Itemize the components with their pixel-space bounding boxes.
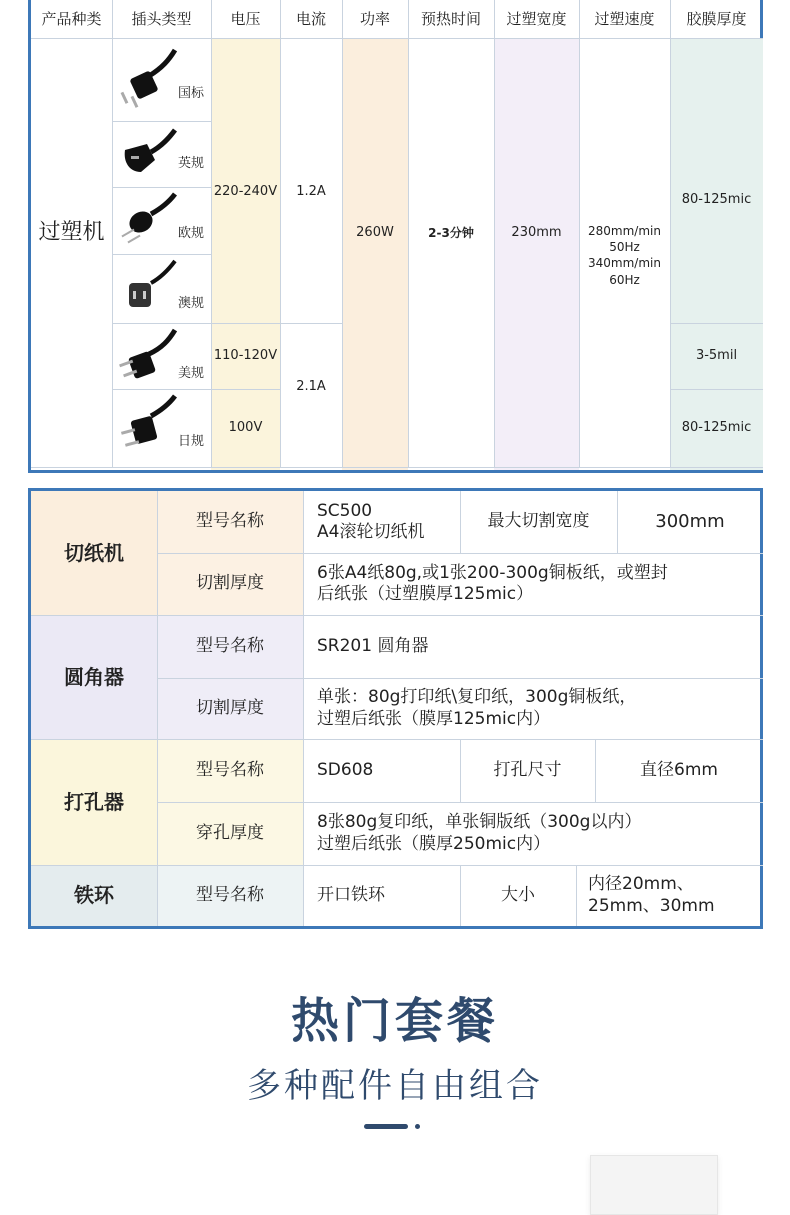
ring-model-value: 开口铁环	[317, 884, 385, 905]
puncher-thickness-value	[303, 802, 763, 865]
uk-plug-icon	[117, 126, 177, 184]
plug-label-uk: 英规	[178, 156, 205, 171]
power-value: 260W	[356, 224, 394, 240]
cutter-model-value	[303, 491, 460, 553]
plug-label-jp: 日规	[178, 434, 205, 449]
ring-model-label: 型号名称	[196, 884, 264, 905]
speed-line-1: 280mm/min	[588, 224, 661, 238]
product-card[interactable]	[590, 1155, 718, 1215]
header-product-type: 产品种类	[41, 9, 102, 28]
voltage-220: 220-240V	[213, 184, 278, 199]
current-1-2a: 1.2A	[296, 184, 326, 199]
cutter-thickness-line-2: 后纸张（过塑膜厚125mic）	[317, 584, 534, 604]
puncher-thickness-label: 穿孔厚度	[196, 822, 264, 843]
puncher-model-label: 型号名称	[196, 759, 264, 780]
header-width: 过塑宽度	[506, 9, 567, 28]
header-preheat: 预热时间	[420, 9, 481, 28]
puncher-category: 打孔器	[64, 789, 124, 814]
ring-size-line-2: 25mm、30mm	[588, 895, 715, 916]
header-speed: 过塑速度	[594, 9, 655, 28]
rounder-model-value: SR201 圆角器	[317, 635, 429, 656]
cutter-max-width-value: 300mm	[655, 510, 725, 532]
voltage-100: 100V	[228, 419, 263, 435]
rounder-category: 圆角器	[64, 664, 124, 689]
cutter-category: 切纸机	[64, 540, 124, 565]
au-plug-icon	[117, 259, 177, 319]
puncher-size-value: 直径6mm	[640, 759, 718, 780]
cn-plug-icon	[117, 48, 177, 112]
us-plug-icon	[117, 328, 177, 386]
title-underline-dot	[415, 1124, 420, 1129]
film-value-3: 80-125mic	[681, 419, 752, 435]
puncher-thickness-line-1: 8张80g复印纸，单张铜版纸（300g以内）	[317, 812, 642, 833]
puncher-model-value: SD608	[317, 759, 374, 780]
cutter-model-label: 型号名称	[196, 511, 264, 532]
preheat-value: 2-3分钟	[428, 225, 474, 240]
speed-line-4: 60Hz	[609, 272, 640, 287]
speed-line-3: 340mm/min	[588, 256, 661, 271]
header-voltage: 电压	[230, 9, 261, 28]
ring-size-line-1: 内径20mm、	[588, 874, 694, 895]
header-power: 功率	[359, 9, 390, 28]
current-2-1a: 2.1A	[296, 379, 326, 394]
cutter-max-width-label: 最大切割宽度	[487, 511, 590, 532]
section-subtitle: 多种配件自由组合	[247, 1066, 543, 1106]
section-title: 热门套餐	[290, 993, 499, 1049]
film-value-1: 80-125mic	[681, 192, 752, 207]
header-plug-type: 插头类型	[131, 9, 192, 28]
rounder-thickness-line-2: 过塑后纸张（膜厚125mic内）	[317, 708, 551, 729]
plug-label-au: 澳规	[178, 296, 205, 311]
plug-label-cn: 国标	[178, 86, 205, 101]
title-underline	[364, 1124, 408, 1129]
film-value-2: 3-5mil	[695, 347, 738, 363]
ring-size-label: 大小	[501, 884, 535, 905]
puncher-thickness-line-2: 过塑后纸张（膜厚250mic内）	[317, 833, 551, 854]
rounder-thickness-line-1: 单张：80g打印纸\复印纸，300g铜板纸，	[317, 687, 637, 708]
product-name: 过塑机	[38, 220, 105, 246]
speed-value	[579, 38, 670, 478]
header-current: 电流	[295, 9, 326, 28]
ring-category: 铁环	[74, 883, 114, 907]
eu-plug-icon	[117, 192, 177, 250]
width-value: 230mm	[511, 224, 562, 240]
plug-label-eu: 欧规	[178, 226, 205, 241]
cutter-thickness-label: 切割厚度	[196, 573, 264, 594]
jp-plug-icon	[117, 394, 177, 456]
accessory-spec-table	[28, 488, 763, 929]
rounder-model-label: 型号名称	[196, 635, 264, 656]
cutter-model-line-2: A4滚轮切纸机	[317, 522, 425, 542]
cutter-thickness-line-1: 6张A4纸80g,或1张200-300g铜板纸，或塑封	[317, 562, 668, 583]
laminator-spec-table	[28, 0, 763, 473]
voltage-110: 110-120V	[213, 347, 278, 363]
ring-size-value	[576, 865, 763, 926]
speed-line-2: 50Hz	[609, 240, 640, 255]
plug-label-us: 美规	[178, 366, 205, 381]
cutter-model-line-1: SC500	[317, 500, 373, 521]
rounder-thickness-value	[303, 678, 763, 739]
puncher-size-label: 打孔尺寸	[493, 759, 562, 780]
cutter-thickness-value	[303, 553, 763, 615]
rounder-thickness-label: 切割厚度	[196, 697, 264, 718]
header-film: 胶膜厚度	[686, 9, 747, 28]
